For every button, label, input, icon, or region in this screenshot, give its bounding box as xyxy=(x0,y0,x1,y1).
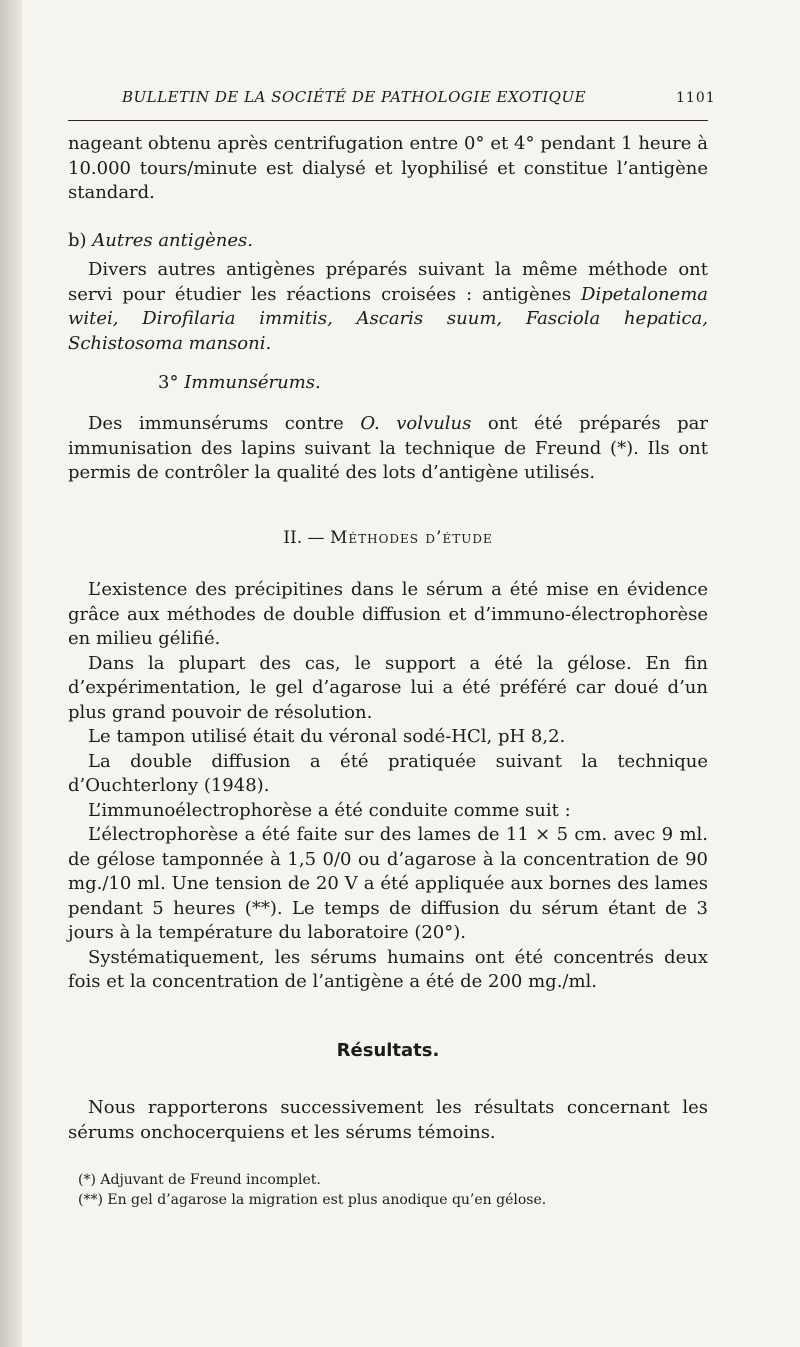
paragraph-text: Nous rapporterons successivement les résultats concernant les sérums onchocerquiens et les sérums témoins. xyxy=(68,1097,708,1143)
paragraph-results xyxy=(68,1096,708,1145)
paragraph-text: Systématiquement, les sérums humains ont été concentrés deux fois et la concentration de l’antigène a été de 200 mg./ml. xyxy=(68,946,708,992)
subheading-title: Immunsérums. xyxy=(184,372,321,393)
footnote-1: (*) Adjuvant de Freund incomplet. xyxy=(78,1172,321,1188)
footnote-2: (**) En gel d’agarose la migration est plus anodique qu’en gélose. xyxy=(78,1192,547,1208)
paragraph-text: L’électrophorèse a été faite sur des lames de 11 × 5 cm. avec 9 ml. de gélose tamponnée à 1,5 0/0 ou d’agarose à la concentration de 90 mg./10 ml. Une tension de 20 V a été appliquée aux bornes des lames pendant 5 heures (**). Le temps de diffusion du sérum étant de 3 jours à la température du laboratoire (20°). xyxy=(68,824,708,943)
subheading-immunserums xyxy=(158,372,321,393)
header-rule xyxy=(68,120,708,121)
paragraph-text: La double diffusion a été pratiquée suivant la technique d’Ouchterlony (1948). xyxy=(68,750,708,796)
page-number: 1101 xyxy=(676,90,716,106)
paragraph-text: ont été préparés par immunisation des lapins suivant la technique de Freund (*). Ils ont permis de contrôler la qualité des lots d’antigène utilisés. xyxy=(68,413,708,483)
methods-body xyxy=(68,578,708,995)
paragraph-antigen-standard xyxy=(68,132,708,206)
paragraph-text: Dans la plupart des cas, le support a été la gélose. En fin d’expérimentation, le gel d’agarose lui a été préféré car doué d’un plus grand pouvoir de résolution. xyxy=(68,652,708,723)
paragraph-other-antigens xyxy=(68,258,708,356)
paragraph-text: nageant obtenu après centrifugation entre 0° et 4° pendant 1 heure à 10.000 tours/minute est dialysé et lyophilisé et constitue l’antigène standard. xyxy=(68,133,708,203)
section-number: II. — xyxy=(283,528,325,548)
paragraph-immunserums xyxy=(68,412,708,486)
subheading-other-antigens xyxy=(68,230,253,251)
paragraph-text: Des immunsérums contre xyxy=(88,413,361,434)
species-name: O. volvulus xyxy=(360,413,472,434)
paragraph-text: Divers autres antigènes préparés suivant la même méthode ont servi pour étudier les réactions croisées : antigènes xyxy=(68,259,708,305)
section-heading-methods xyxy=(68,528,708,548)
subheading-title: Autres antigènes. xyxy=(92,230,254,251)
book-spine-shadow xyxy=(0,0,22,1347)
results-heading: Résultats. xyxy=(336,1040,440,1061)
paragraph-text: Le tampon utilisé était du véronal sodé-HCl, pH 8,2. xyxy=(88,726,566,747)
paragraph-text: L’existence des précipitines dans le sérum a été mise en évidence grâce aux méthodes de double diffusion et d’immuno-électrophorèse en milieu gélifié. xyxy=(68,579,708,649)
footnotes xyxy=(68,1170,708,1210)
subheading-prefix: b) xyxy=(68,230,87,251)
subheading-number: 3° xyxy=(158,372,179,393)
section-title: Méthodes d’étude xyxy=(329,528,493,548)
paragraph-text: L’immunoélectrophorèse a été conduite comme suit : xyxy=(88,799,571,821)
species-list: Dipetalonema witei, Dirofilaria immitis, Ascaris suum, Fasciola hepatica, Schistosoma mansoni. xyxy=(68,283,708,354)
running-head: BULLETIN DE LA SOCIÉTÉ DE PATHOLOGIE EXOTIQUE xyxy=(122,88,587,106)
